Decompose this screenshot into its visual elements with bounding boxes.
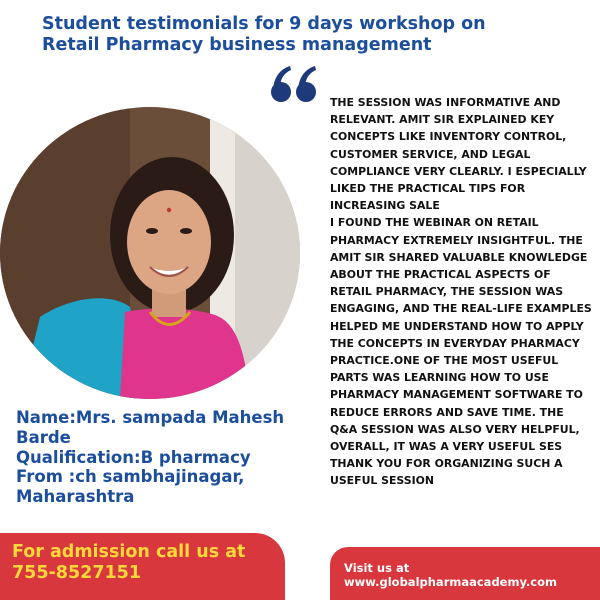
website-link[interactable]: www.globalpharmaacademy.com	[344, 575, 557, 589]
student-info	[16, 408, 316, 507]
student-location: From :ch sambhajinagar, Maharashtra	[16, 467, 245, 507]
website-label: Visit us at	[344, 561, 410, 575]
student-name: Name:Mrs. sampada Mahesh Barde	[16, 408, 285, 447]
quote-icon	[270, 66, 320, 104]
testimonial-text: THE SESSION WAS INFORMATIVE AND RELEVANT. AMIT SIR EXPLAINED KEY CONCEPTS LIKE INVENTORY CONTROL, CUSTOMER SERVICE, AND LEGAL COMPLIANCE VERY CLEARLY. I ESPECIALLY LIKED THE PRACTICAL TIPS FOR INCREASING SALE I FOUND THE WEBINAR ON RETAIL PHARMACY EXTREMELY INSIGHTFUL. THE AMIT SIR SHARED VALUABLE KNOWLEDGE ABOUT THE PRACTICAL ASPECTS OF RETAIL PHARMACY, THE SESSION WAS ENGAGING, AND THE REAL-LIFE EXAMPLES HELPED ME UNDERSTAND HOW TO APPLY THE CONCEPTS IN EVERYDAY PHARMACY PRACTICE.ONE OF THE MOST USEFUL PARTS WAS LEARNING HOW TO USE PHARMACY MANAGEMENT SOFTWARE TO REDUCE ERRORS AND SAVE TIME. THE Q&A SESSION WAS ALSO VERY HELPFUL, OVERALL, IT WAS A VERY USEFUL SES THANK YOU FOR ORGANIZING SUCH A USEFUL SESSION	[330, 96, 592, 488]
admission-phone[interactable]: 755-8527151	[12, 563, 142, 583]
student-photo	[0, 107, 300, 399]
admission-banner	[0, 533, 285, 600]
website-banner	[330, 547, 600, 600]
page-title: Student testimonials for 9 days workshop on Retail Pharmacy business management	[42, 14, 486, 55]
student-qualification: Qualification:B pharmacy	[16, 447, 251, 467]
admission-label: For admission call us at	[12, 542, 246, 562]
